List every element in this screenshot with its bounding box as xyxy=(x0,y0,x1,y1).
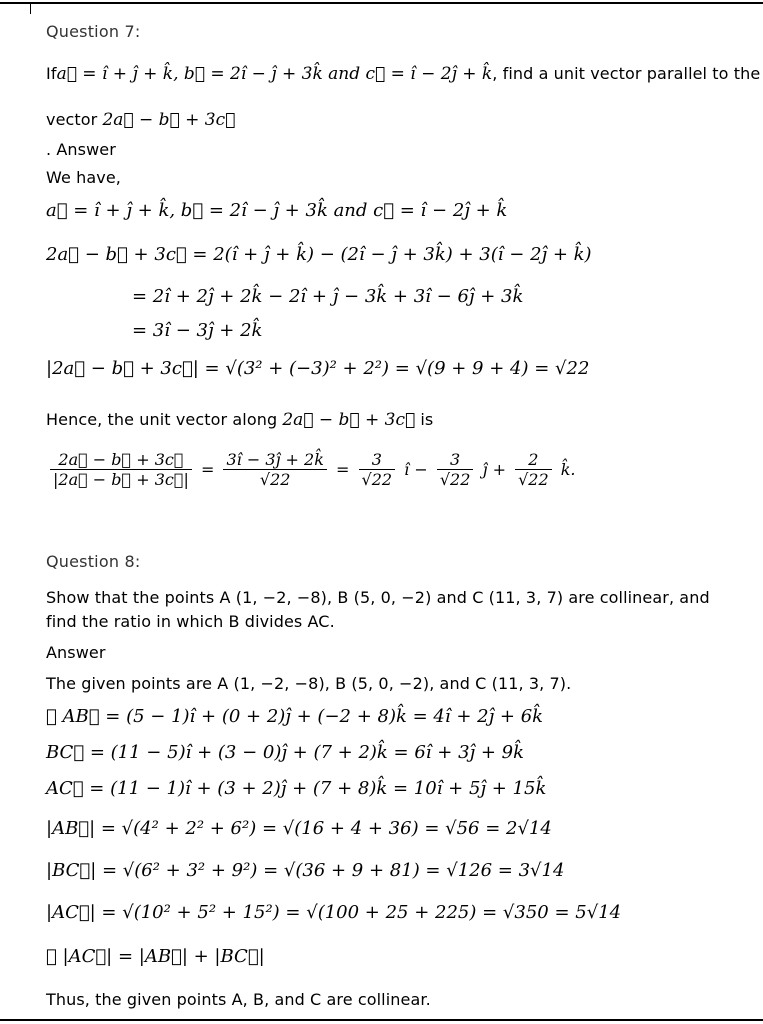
q8-magnitude-ab: |AB⃗| = √(4² + 2² + 6²) = √(16 + 4 + 36) = √56 = 2√14 xyxy=(46,818,552,839)
j-hat-term: ĵ + xyxy=(482,460,506,479)
fraction-numerator: 2a⃗ − b⃗ + 3c⃗ xyxy=(50,450,192,470)
prompt-vector-expression: 2a⃗ − b⃗ + 3c⃗ xyxy=(102,110,236,130)
fraction-denominator: |2a⃗ − b⃗ + 3c⃗| xyxy=(53,470,189,489)
fraction-i-coefficient xyxy=(359,450,396,489)
q7-line-given: a⃗ = î + ĵ + k̂, b⃗ = 2î − ĵ + 3k̂ and c⃗ = î − 2ĵ + k̂ xyxy=(46,200,508,221)
q8-prompt-line-1: Show that the points A (1, −2, −8), B (5, 0, −2) and C (11, 3, 7) are collinear, and xyxy=(46,588,710,607)
question-7-prompt-line-1 xyxy=(46,64,760,84)
fraction-numerator: 3 xyxy=(359,450,396,470)
prompt-given-vectors: a⃗ = î + ĵ + k̂, b⃗ = 2î − ĵ + 3k̂ and c⃗ = î − 2ĵ + k̂ xyxy=(56,64,493,84)
top-rule xyxy=(0,2,763,4)
fraction-denominator: √22 xyxy=(361,470,393,489)
fraction-j-coefficient xyxy=(437,450,474,489)
fraction-denominator: √22 xyxy=(439,470,471,489)
equals-sign: = xyxy=(200,460,215,479)
q8-vector-bc: BC⃗ = (11 − 5)î + (3 − 0)ĵ + (7 + 2)k̂ = 6î + 3ĵ + 9k̂ xyxy=(46,742,525,763)
prompt-vector-word: vector xyxy=(46,110,98,129)
q8-magnitude-bc: |BC⃗| = √(6² + 3² + 9²) = √(36 + 9 + 81) = √126 = 3√14 xyxy=(46,860,565,881)
fraction-denominator: √22 xyxy=(259,470,291,489)
question-8-heading: Question 8: xyxy=(46,552,141,571)
q8-given-points: The given points are A (1, −2, −8), B (5, 0, −2), and C (11, 3, 7). xyxy=(46,674,572,693)
q7-line-magnitude: |2a⃗ − b⃗ + 3c⃗| = √(3² + (−3)² + 2²) = √(9 + 9 + 4) = √22 xyxy=(46,358,590,379)
question-7-prompt-line-2 xyxy=(46,110,235,130)
prompt-rest: , find a unit vector parallel to the xyxy=(492,64,761,83)
q8-conclusion: Thus, the given points A, B, and C are collinear. xyxy=(46,990,431,1009)
fraction-k-coefficient xyxy=(515,450,552,489)
q7-answer-label: . Answer xyxy=(46,140,116,159)
left-tick xyxy=(30,2,31,14)
q8-answer-label: Answer xyxy=(46,643,106,662)
q7-hence-line xyxy=(46,410,433,430)
bottom-rule xyxy=(0,1019,763,1021)
question-7-heading: Question 7: xyxy=(46,22,141,41)
equals-sign: = xyxy=(336,460,350,479)
q7-line-simplified: = 3î − 3ĵ + 2k̂ xyxy=(132,320,263,341)
q7-unit-vector-equation xyxy=(46,450,576,489)
hence-is: is xyxy=(420,410,434,429)
prompt-if: If xyxy=(46,64,57,83)
q8-prompt-line-2: find the ratio in which B divides AC. xyxy=(46,612,335,631)
q7-we-have: We have, xyxy=(46,168,121,187)
k-hat-term: k̂. xyxy=(560,460,576,479)
q7-line-expansion: 2a⃗ − b⃗ + 3c⃗ = 2(î + ĵ + k̂) − (2î − ĵ + 3k̂) + 3(î − 2ĵ + k̂) xyxy=(46,244,592,265)
fraction-numerator: 3î − 3ĵ + 2k̂ xyxy=(223,450,326,470)
hence-text: Hence, the unit vector along xyxy=(46,410,278,429)
fraction-denominator: √22 xyxy=(518,470,549,489)
q8-vector-ac: AC⃗ = (11 − 1)î + (3 + 2)ĵ + (7 + 8)k̂ = 10î + 5ĵ + 15k̂ xyxy=(46,778,547,799)
i-hat-term: î − xyxy=(404,460,428,479)
fraction-vector-over-magnitude xyxy=(50,450,192,489)
q7-line-expanded: = 2î + 2ĵ + 2k̂ − 2î + ĵ − 3k̂ + 3î − 6ĵ + 3k̂ xyxy=(132,286,524,307)
fraction-components-over-root xyxy=(223,450,326,489)
fraction-numerator: 3 xyxy=(437,450,474,470)
q8-magnitude-sum: ∴ |AC⃗| = |AB⃗| + |BC⃗| xyxy=(46,946,265,967)
hence-expression: 2a⃗ − b⃗ + 3c⃗ xyxy=(282,410,416,430)
q8-vector-ab: ∴ AB⃗ = (5 − 1)î + (0 + 2)ĵ + (−2 + 8)k̂ = 4î + 2ĵ + 6k̂ xyxy=(46,706,544,727)
q8-magnitude-ac: |AC⃗| = √(10² + 5² + 15²) = √(100 + 25 + 225) = √350 = 5√14 xyxy=(46,902,622,923)
fraction-numerator: 2 xyxy=(515,450,552,470)
